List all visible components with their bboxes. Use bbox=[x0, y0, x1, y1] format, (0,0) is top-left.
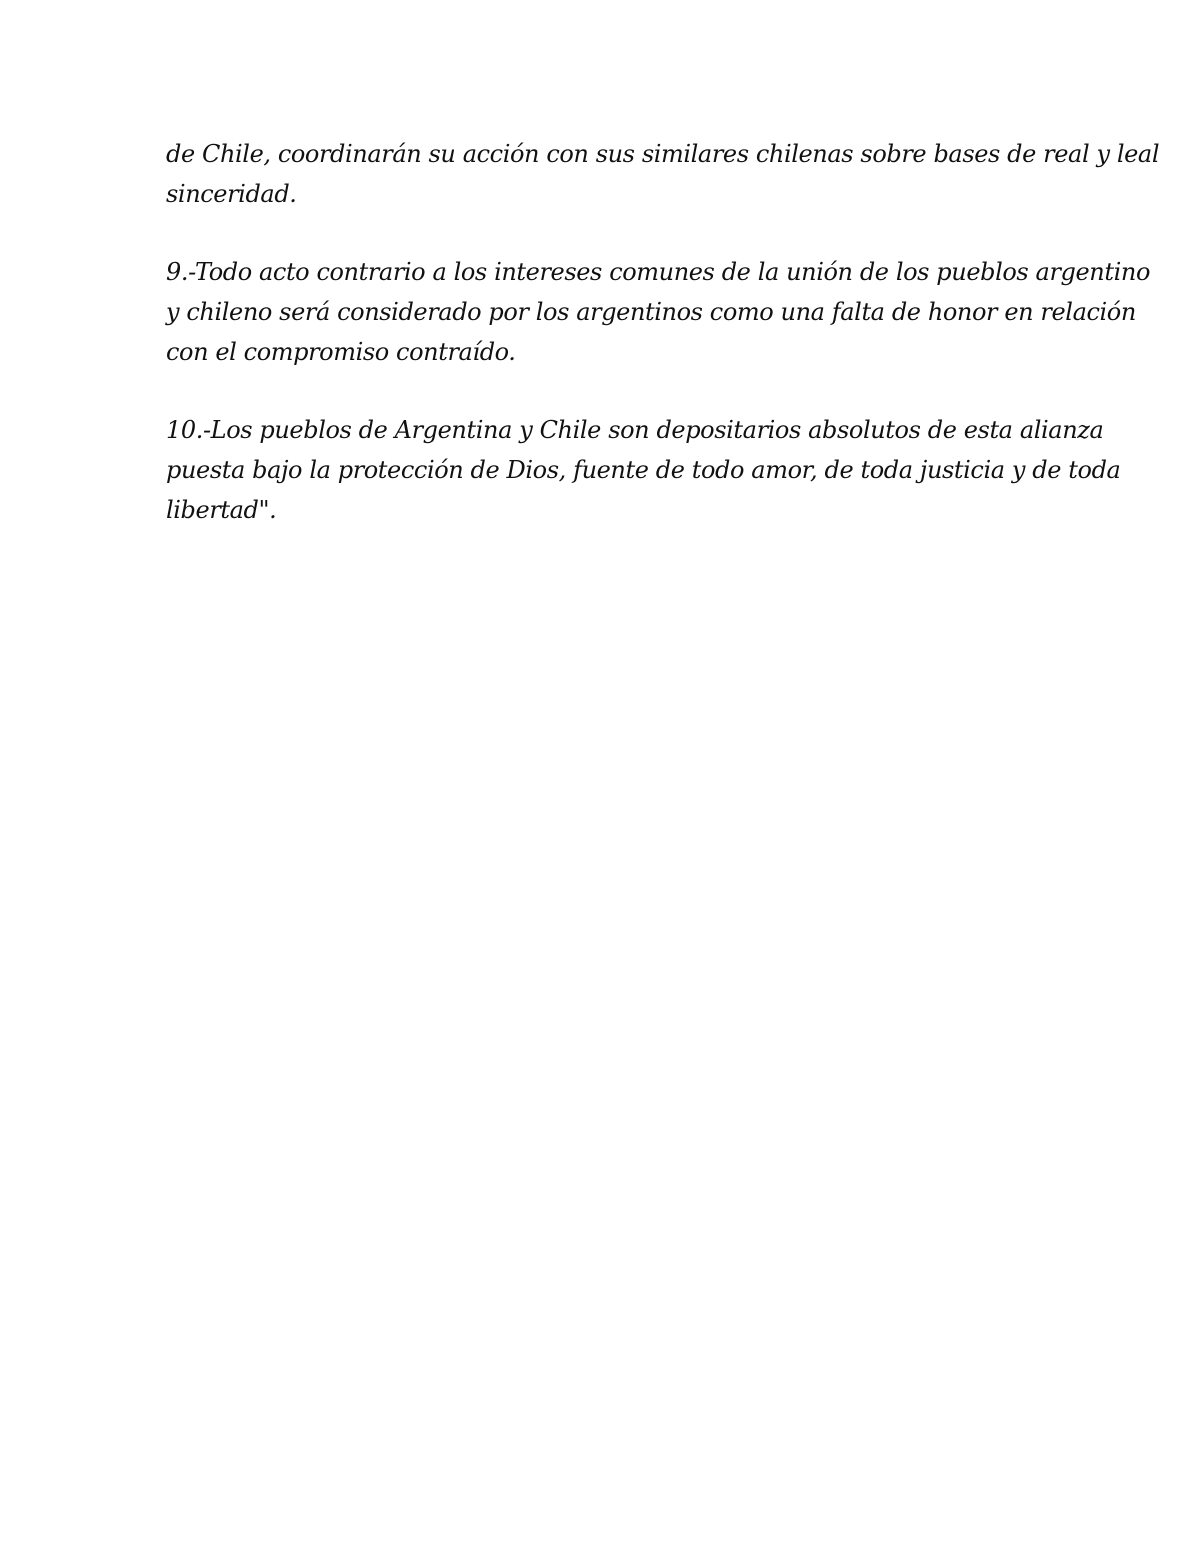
text-line: libertad". bbox=[166, 496, 277, 524]
text-line: con el compromiso contraído. bbox=[166, 338, 516, 366]
text-line: sinceridad. bbox=[166, 180, 297, 208]
document-body bbox=[166, 134, 1160, 568]
paragraph-continuation bbox=[166, 134, 1160, 214]
paragraph-item-10 bbox=[166, 410, 1121, 530]
text-line: de Chile, coordinarán su acción con sus similares chilenas sobre bases de real y leal bbox=[166, 140, 1160, 168]
text-line: puesta bajo la protección de Dios, fuente de todo amor, de toda justicia y de toda bbox=[166, 456, 1121, 484]
text-line: 9.-Todo acto contrario a los intereses comunes de la unión de los pueblos argentino bbox=[166, 258, 1150, 286]
paragraph-item-9 bbox=[166, 252, 1150, 372]
text-line: y chileno será considerado por los argentinos como una falta de honor en relación bbox=[166, 298, 1136, 326]
text-line: 10.-Los pueblos de Argentina y Chile son depositarios absolutos de esta alianza bbox=[166, 416, 1104, 444]
